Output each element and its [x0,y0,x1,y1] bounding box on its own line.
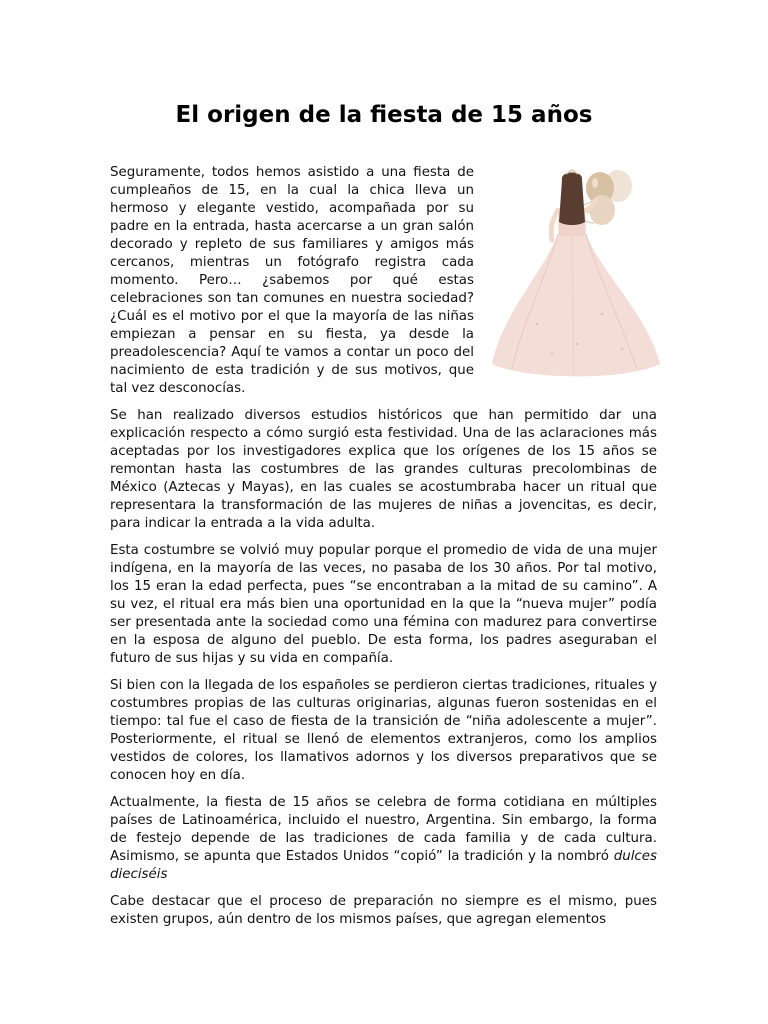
paragraph-4: Si bien con la llegada de los españoles se perdieron ciertas tradiciones, rituales y costumbres propias de las culturas originarias, algunas fueron sostenidas en el tiempo: tal fue el caso de fiesta de la transición de “niña adolescente a mujer”. Posteriormente, el ritual se llenó de elementos extranjeros, como los amplios vestidos de colores, los llamativos adornos y los diversos preparativos que se conocen hoy en día. [110,678,657,783]
paragraph-5-emphasis: dulces dieciséis [110,849,657,882]
quinceanera-dress-illustration-icon [482,164,667,386]
paragraph-3: Esta costumbre se volvió muy popular porque el promedio de vida de una mujer indígena, en la mayoría de las veces, no pasaba de los 30 años. Por tal motivo, los 15 eran la edad perfecta, pues “se encontraban a la mitad de su camino”. A su vez, el ritual era más bien una oportunidad en la que la “nueva mujer” podía ser presentada ante la sociedad como una fémina con madurez para convertirse en la esposa de alguno del pueblo. De esta forma, los padres aseguraban el futuro de sus hijas y su vida en compañía. [110,543,657,666]
document-body [110,164,657,938]
paragraph-5-text: Actualmente, la fiesta de 15 años se celebra de forma cotidiana en múltiples países de Latinoamérica, incluido el nuestro, Argentina. Sin embargo, la forma de festejo depende de las tradiciones de cada familia y de cada cultura. Asimismo, se apunta que Estados Unidos “copió” la tradición y la nombró [110,795,657,864]
paragraph-2: Se han realizado diversos estudios históricos que han permitido dar una explicación respecto a cómo surgió esta festividad. Una de las aclaraciones más aceptadas por los investigadores explica que los orígenes de los 15 años se remontan hasta las costumbres de las grandes culturas precolombinas de México (Aztecas y Mayas), en las cuales se acostumbraba hacer un ritual que representara la transformación de las mujeres de niñas a jovencitas, es decir, para indicar la entrada a la vida adulta. [110,408,657,531]
paragraph-1: Seguramente, todos hemos asistido a una fiesta de cumpleaños de 15, en la cual la chica lleva un hermoso y elegante vestido, acompañada por su padre en la entrada, hasta acercarse a un gran salón decorado y repleto de sus familiares y amigos más cercanos, mientras un fotógrafo registra cada momento. Pero… ¿sabemos por qué estas celebraciones son tan comunes en nuestra sociedad? ¿Cuál es el motivo por el que la mayoría de las niñas empiezan a pensar en su fiesta, ya desde la preadolescencia? Aquí te vamos a contar un poco del nacimiento de esta tradición y de sus motivos, que tal vez desconocías. [110,165,474,396]
document-title: El origen de la fiesta de 15 años [175,102,593,129]
paragraph-5 [110,794,657,884]
paragraph-6: Cabe destacar que el proceso de preparación no siempre es el mismo, pues existen grupos, aún dentro de los mismos países, que agregan elementos [110,894,657,927]
